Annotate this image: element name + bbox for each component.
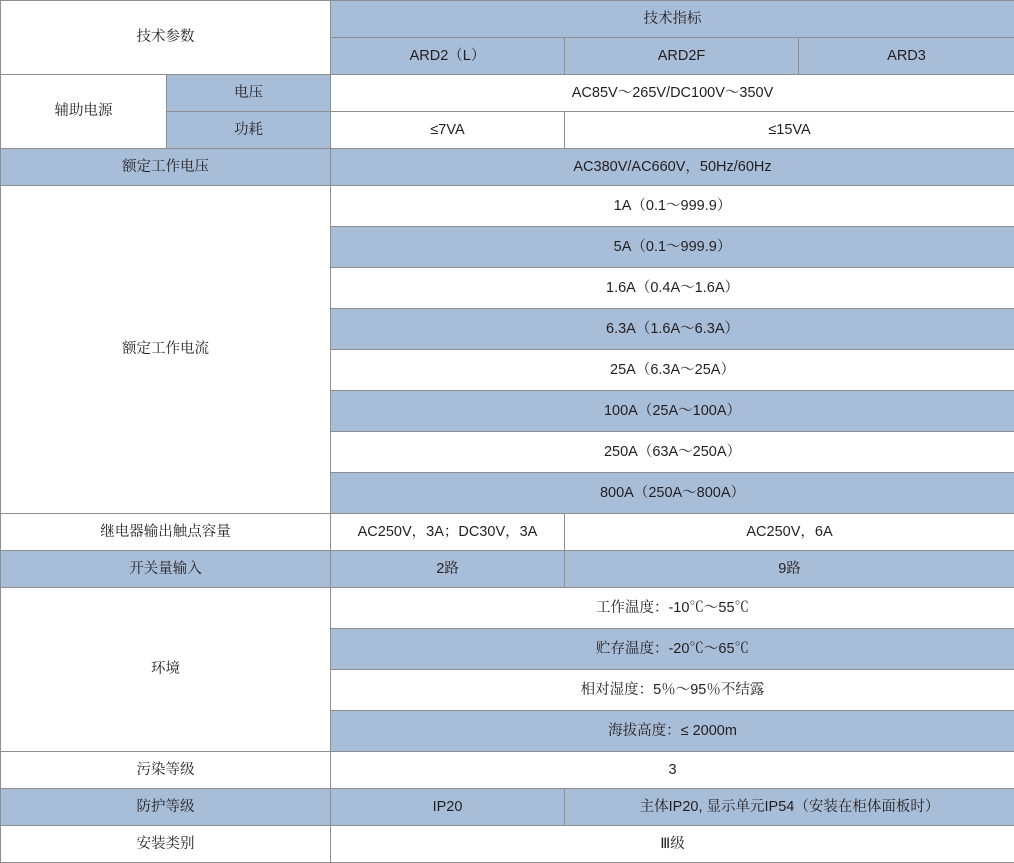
cell-pollution-degree: 3: [331, 752, 1014, 789]
cell-digital-input-ard2f-ard3: 9路: [565, 551, 1014, 588]
cell-operating-temperature: 工作温度：-10℃～55℃: [331, 588, 1014, 629]
header-col-ard3: ARD3: [799, 38, 1014, 75]
cell-protection-ard2f-ard3: 主体IP20, 显示单元IP54（安装在柜体面板时）: [565, 789, 1014, 826]
cell-current-25a: 25A（6.3A～25A）: [331, 350, 1014, 391]
cell-relative-humidity: 相对湿度：5％～95％不结露: [331, 670, 1014, 711]
cell-relay-ard2f-ard3: AC250V，6A: [565, 514, 1014, 551]
row-label-auxiliary-power: 辅助电源: [1, 75, 167, 149]
row-label-rated-voltage: 额定工作电压: [1, 149, 331, 186]
table-row: [1, 588, 1014, 629]
cell-altitude: 海拔高度：≤ 2000m: [331, 711, 1014, 752]
table-row: [1, 826, 1014, 863]
cell-protection-ard2l: IP20: [331, 789, 565, 826]
sub-label-voltage: 电压: [167, 75, 331, 112]
table-row: [1, 789, 1014, 826]
cell-storage-temperature: 贮存温度：-20℃～65℃: [331, 629, 1014, 670]
cell-current-1a: 1A（0.1～999.9）: [331, 186, 1014, 227]
cell-current-6-3a: 6.3A（1.6A～6.3A）: [331, 309, 1014, 350]
header-col-ard2l: ARD2（L）: [331, 38, 565, 75]
row-label-pollution-degree: 污染等级: [1, 752, 331, 789]
cell-current-250a: 250A（63A～250A）: [331, 432, 1014, 473]
cell-current-1-6a: 1.6A（0.4A～1.6A）: [331, 268, 1014, 309]
table-header-row-1: [1, 1, 1014, 38]
cell-rated-voltage: AC380V/AC660V，50Hz/60Hz: [331, 149, 1014, 186]
row-label-digital-input: 开关量输入: [1, 551, 331, 588]
table-row: [1, 551, 1014, 588]
table-row: [1, 75, 1014, 112]
row-label-protection-degree: 防护等级: [1, 789, 331, 826]
cell-current-5a: 5A（0.1～999.9）: [331, 227, 1014, 268]
table-row: [1, 752, 1014, 789]
cell-installation-category: Ⅲ级: [331, 826, 1014, 863]
header-group-label: 技术指标: [331, 1, 1014, 38]
cell-aux-voltage: AC85V～265V/DC100V～350V: [331, 75, 1014, 112]
cell-current-100a: 100A（25A～100A）: [331, 391, 1014, 432]
row-label-rated-current: 额定工作电流: [1, 186, 331, 514]
cell-relay-ard2l: AC250V，3A；DC30V，3A: [331, 514, 565, 551]
cell-current-800a: 800A（250A～800A）: [331, 473, 1014, 514]
row-label-installation-category: 安装类别: [1, 826, 331, 863]
cell-power-consumption-ard2l: ≤7VA: [331, 112, 565, 149]
header-row-label: 技术参数: [1, 1, 331, 75]
sub-label-power-consumption: 功耗: [167, 112, 331, 149]
row-label-environment: 环境: [1, 588, 331, 752]
table-row: [1, 149, 1014, 186]
table-row: [1, 514, 1014, 551]
row-label-relay-contact-capacity: 继电器输出触点容量: [1, 514, 331, 551]
cell-power-consumption-ard2f-ard3: ≤15VA: [565, 112, 1014, 149]
header-col-ard2f: ARD2F: [565, 38, 799, 75]
table-row: [1, 186, 1014, 227]
cell-digital-input-ard2l: 2路: [331, 551, 565, 588]
